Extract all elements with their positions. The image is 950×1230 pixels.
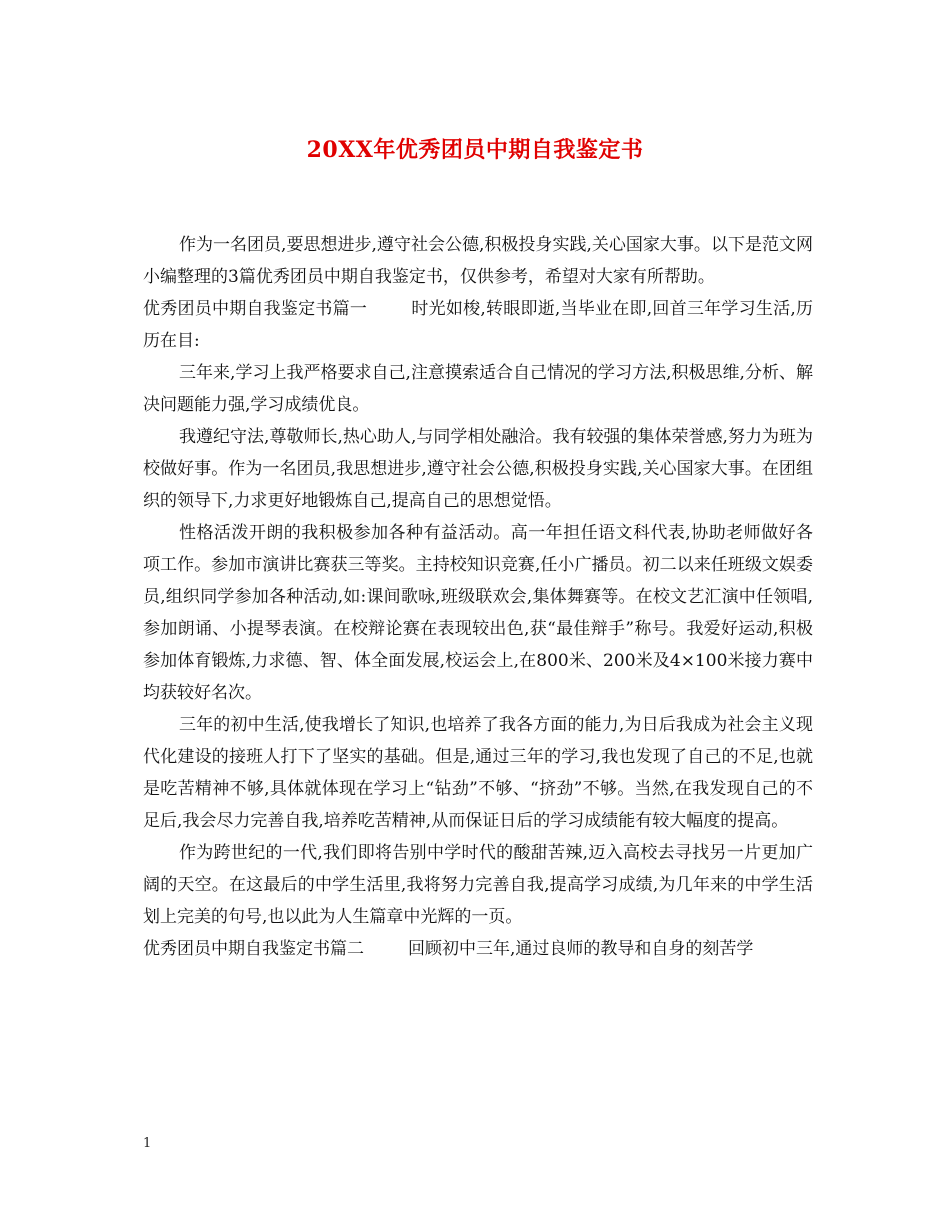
section-2-line bbox=[143, 933, 813, 965]
page-number: 1 bbox=[143, 1136, 152, 1151]
body-paragraph: 三年的初中生活,使我增长了知识,也培养了我各方面的能力,为日后我成为社会主义现代化建设的接班人打下了坚实的基础。但是,通过三年的学习,我也发现了自己的不足,也就是吃苦精神不够,具体就体现在学习上“钻劲”不够、“挤劲”不够。当然,在我发现自己的不足后,我会尽力完善自我,培养吃苦精神,从而保证日后的学习成绩能有较大幅度的提高。 bbox=[143, 715, 813, 831]
section-1-line bbox=[143, 293, 813, 357]
section-1-heading: 优秀团员中期自我鉴定书篇一 bbox=[143, 299, 368, 319]
section-2-opening: 回顾初中三年,通过良师的教导和自身的刻苦学 bbox=[408, 939, 754, 959]
body-paragraph: 三年来,学习上我严格要求自己,注意摸索适合自己情况的学习方法,积极思维,分析、解决问题能力强,学习成绩优良。 bbox=[143, 363, 813, 415]
body-paragraph: 作为跨世纪的一代,我们即将告别中学时代的酸甜苦辣,迈入高校去寻找另一片更加广阔的天空。在这最后的中学生活里,我将努力完善自我,提高学习成绩,为几年来的中学生活划上完美的句号,也以此为人生篇章中光辉的一页。 bbox=[143, 843, 813, 927]
body-paragraph: 性格活泼开朗的我积极参加各种有益活动。高一年担任语文科代表,协助老师做好各项工作。参加市演讲比赛获三等奖。主持校知识竞赛,任小广播员。初二以来任班级文娱委员,组织同学参加各种活动,如:课间歌咏,班级联欢会,集体舞赛等。在校文艺汇演中任领唱,参加朗诵、小提琴表演。在校辩论赛在表现较出色,获“最佳辩手”称号。我爱好运动,积极参加体育锻炼,力求德、智、体全面发展,校运会上,在800米、200米及4×100米接力赛中均获较好名次。 bbox=[143, 523, 813, 703]
document-body bbox=[143, 229, 813, 965]
body-paragraph: 我遵纪守法,尊敬师长,热心助人,与同学相处融洽。我有较强的集体荣誉感,努力为班为校做好事。作为一名团员,我思想进步,遵守社会公德,积极投身实践,关心国家大事。在团组织的领导下,力求更好地锻炼自己,提高自己的思想觉悟。 bbox=[143, 427, 813, 511]
section-2-heading: 优秀团员中期自我鉴定书篇二 bbox=[143, 939, 364, 959]
section-1-opening: 时光如梭,转眼即逝,当毕业在即,回首三年学习生活,历历在目: bbox=[143, 299, 813, 351]
intro-paragraph: 作为一名团员,要思想进步,遵守社会公德,积极投身实践,关心国家大事。以下是范文网小编整理的3篇优秀团员中期自我鉴定书，仅供参考，希望对大家有所帮助。 bbox=[143, 235, 813, 287]
document-title: 20XX年优秀团员中期自我鉴定书 bbox=[306, 137, 644, 163]
